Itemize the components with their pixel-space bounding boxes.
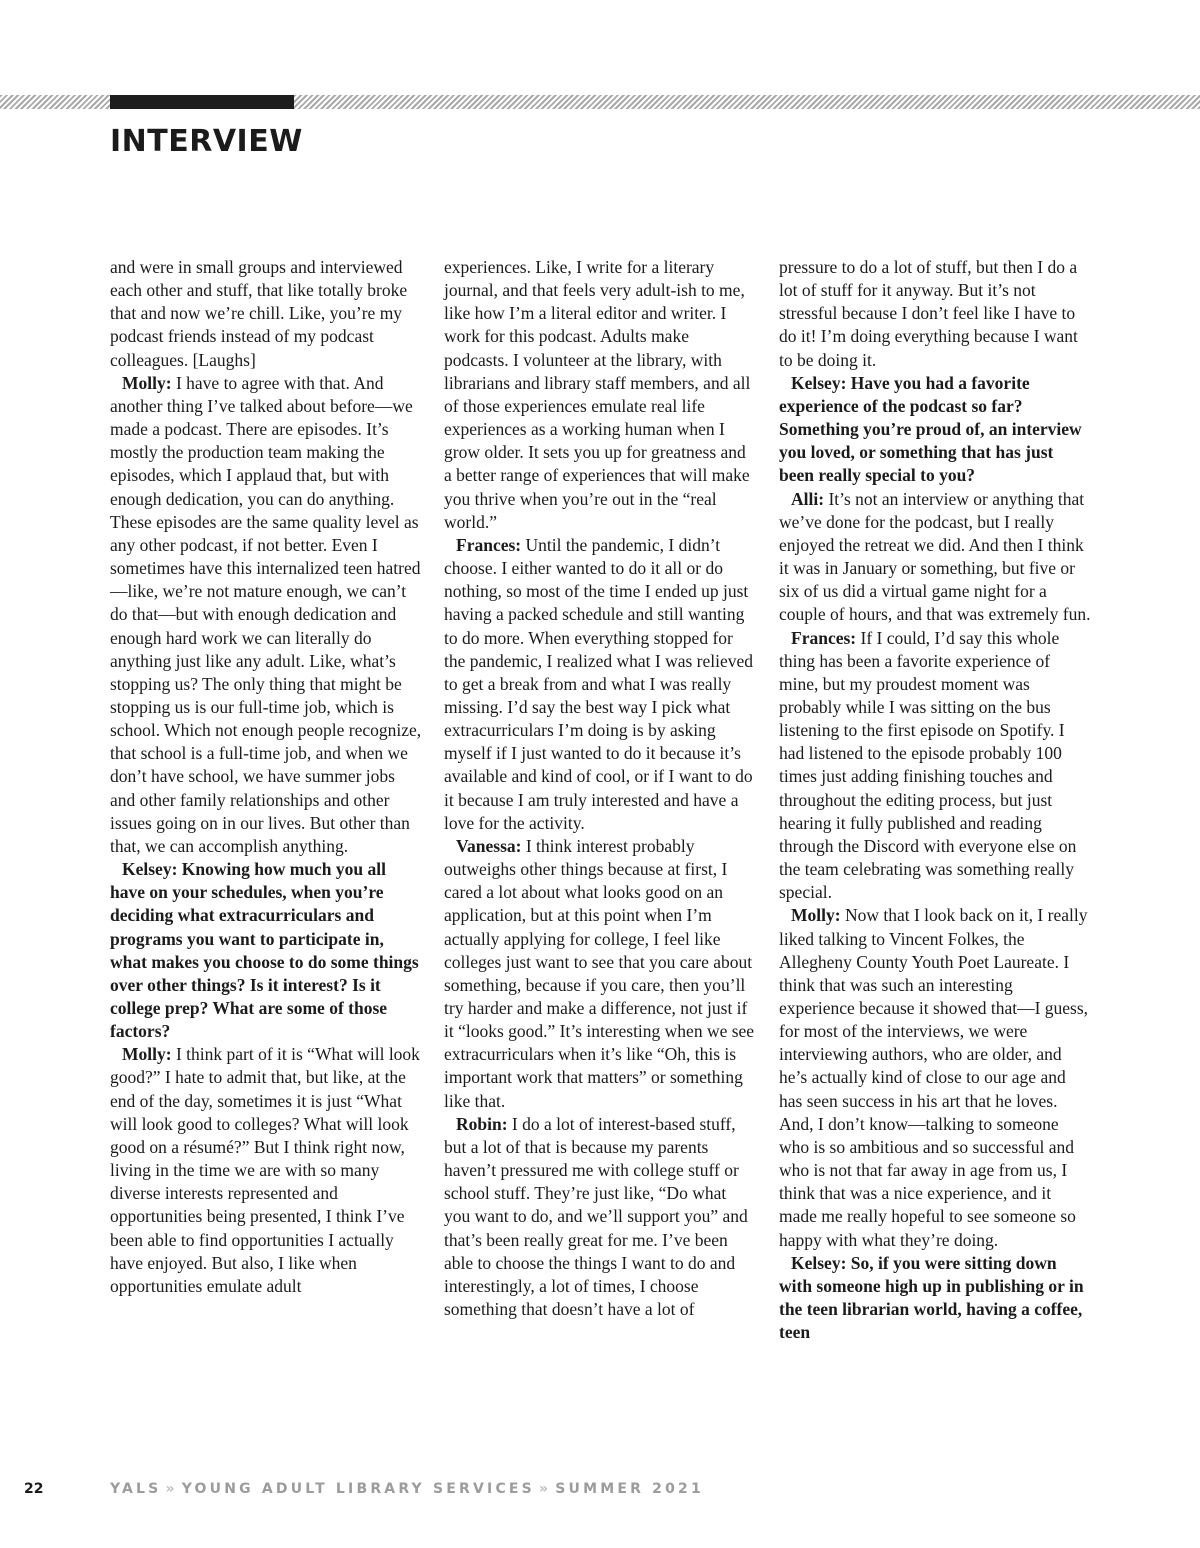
publication-name: YALS <box>110 1481 162 1497</box>
paragraph-text: Until the pandemic, I didn’t choose. I either wanted to do it all or do nothing, so most of the time I ended up just having a packed schedule and still wanting to do more. When everything stopped for the pandemic, I realized what I was relieved to get a break from and what I was really missing. I’d say the best way I pick what extracurriculars I’m doing is by asking myself if I just wanted to do it because it’s available and kind of cool, or if I want to do it because I am truly interested and have a love for the activity. <box>444 534 754 833</box>
paragraph-text: Knowing how much you all have on your schedules, when you’re deciding what extracurriculars and programs you want to participate in, what makes you choose to do some things over other things? Is it interest? Is it college prep? What are some of those factors? <box>110 859 419 1042</box>
paragraph-text: I have to agree with that. And another thing I’ve talked about before—we made a podcast. There are episodes. It’s mostly the production team making the episodes, which I applaud that, but with enough dedication, you can do anything. These episodes are the same quality level as any other podcast, if not better. Even I sometimes have this internalized teen hatred—like, we’re not mature enough, we can’t do that—but with enough dedication and enough hard work we can literally do anything just like any adult. Like, what’s stopping us? The only thing that might be stopping us is our full-time job, which is school. Which not enough people recognize, that school is a full-time job, and when we don’t have school, we have summer jobs and other family relationships and other issues going on in our lives. But other than that, we can accomplish anything. <box>110 372 422 856</box>
paragraph-text: Have you had a favorite experience of the podcast so far? Something you’re proud of, an interview you loved, or something that has just been really special to you? <box>779 372 1082 486</box>
interview-question <box>779 1252 1091 1345</box>
interview-answer <box>110 1043 422 1298</box>
paragraph-text: It’s not an interview or anything that we’ve done for the podcast, but I really enjoyed the retreat we did. And then I think it was in January or something, but five or six of us did a virtual game night for a couple of hours, and that was extremely fun. <box>779 488 1091 625</box>
interview-question <box>779 372 1091 488</box>
speaker-name: Frances: <box>456 534 522 555</box>
paragraph-text: I think interest probably outweighs other things because at first, I cared a lot about what looks good on an application, but at this point when I’m actually applying for college, I feel like colleges just want to see that you care about something, because if you care, then you’ll try harder and make a difference, not just if it “looks good.” It’s interesting when we see extracurriculars when it’s like “Oh, this is important work that matters” or something like that. <box>444 835 755 1111</box>
speaker-name: Kelsey: <box>791 372 847 393</box>
speaker-name: Alli: <box>791 488 825 509</box>
interview-question <box>110 858 422 1043</box>
speaker-name: Kelsey: <box>791 1252 847 1273</box>
article-column-2 <box>444 256 756 1321</box>
speaker-name: Molly: <box>791 905 841 926</box>
speaker-name: Robin: <box>456 1113 508 1134</box>
body-paragraph <box>444 256 756 534</box>
speaker-name: Frances: <box>791 627 857 648</box>
interview-answer <box>779 627 1091 905</box>
interview-answer <box>444 1113 756 1321</box>
article-column-3 <box>779 256 1091 1344</box>
footer-separator: » <box>165 1481 178 1497</box>
page-number: 22 <box>24 1481 44 1497</box>
running-footer <box>110 1481 704 1497</box>
interview-answer <box>110 372 422 858</box>
speaker-name: Kelsey: <box>122 859 178 880</box>
interview-answer <box>779 904 1091 1251</box>
section-title: INTERVIEW <box>110 124 303 159</box>
body-paragraph <box>110 256 422 372</box>
article-column-1 <box>110 256 422 1298</box>
paragraph-text: pressure to do a lot of stuff, but then I do a lot of stuff for it anyway. But it’s not stressful because I don’t feel like I have to do it! I’m doing everything because I want to be doing it. <box>779 257 1078 370</box>
speaker-name: Molly: <box>122 372 172 393</box>
paragraph-text: I think part of it is “What will look good?” I hate to admit that, but like, at the end of the day, sometimes it is just “What will look good to colleges? What will look good on a résumé?” But I think right now, living in the time we are with so many diverse interests represented and opportunities being presented, I think I’ve been able to find opportunities I actually have enjoyed. But also, I like when opportunities emulate adult <box>110 1044 420 1296</box>
paragraph-text: Now that I look back on it, I really liked talking to Vincent Folkes, the Allegheny County Youth Poet Laureate. I think that was such an interesting experience because it showed that—I guess, for most of the interviews, we were interviewing authors, who are older, and he’s actually kind of close to our age and has seen success in his art that he loves. And, I don’t know—talking to someone who is so ambitious and so successful and who is not that far away in age from us, I think that was a nice experience, and it made me really hopeful to see someone so happy with what they’re doing. <box>779 905 1089 1250</box>
header-rule-bar <box>110 95 294 109</box>
paragraph-text: If I could, I’d say this whole thing has been a favorite experience of mine, but my proudest moment was probably while I was sitting on the bus listening to the first episode on Spotify. I had listened to the episode probably 100 times just adding finishing touches and throughout the editing process, but just hearing it fully published and reading through the Discord with everyone else on the team celebrating was something really special. <box>779 627 1077 903</box>
interview-answer <box>444 534 756 835</box>
paragraph-text: and were in small groups and interviewed each other and stuff, that like totally broke that and now we’re chill. Like, you’re my podcast friends instead of my podcast colleagues. [Laughs] <box>110 257 408 370</box>
issue-name: SUMMER 2021 <box>555 1481 704 1497</box>
journal-name: YOUNG ADULT LIBRARY SERVICES <box>181 1481 535 1497</box>
speaker-name: Vanessa: <box>456 835 522 856</box>
body-paragraph <box>779 256 1091 372</box>
interview-answer <box>779 488 1091 627</box>
paragraph-text: I do a lot of interest-based stuff, but a lot of that is because my parents haven’t pressured me with college stuff or school stuff. They’re just like, “Do what you want to do, and we’ll support you” and that’s been really great for me. I’ve been able to choose the things I want to do and interestingly, a lot of times, I choose something that doesn’t have a lot of <box>444 1113 748 1320</box>
paragraph-text: experiences. Like, I write for a literary journal, and that feels very adult-ish to me, like how I’m a literal editor and writer. I work for this podcast. Adults make podcasts. I volunteer at the library, with librarians and library staff members, and all of those experiences emulate real life experiences as a working human when I grow older. It sets you up for greatness and a better range of experiences that will make you thrive when you’re out in the “real world.” <box>444 257 751 532</box>
interview-answer <box>444 835 756 1113</box>
page-footer <box>0 1480 1200 1500</box>
footer-separator: » <box>538 1481 552 1497</box>
speaker-name: Molly: <box>122 1044 172 1065</box>
paragraph-text: So, if you were sitting down with someone high up in publishing or in the teen librarian world, having a coffee, teen <box>779 1252 1084 1343</box>
